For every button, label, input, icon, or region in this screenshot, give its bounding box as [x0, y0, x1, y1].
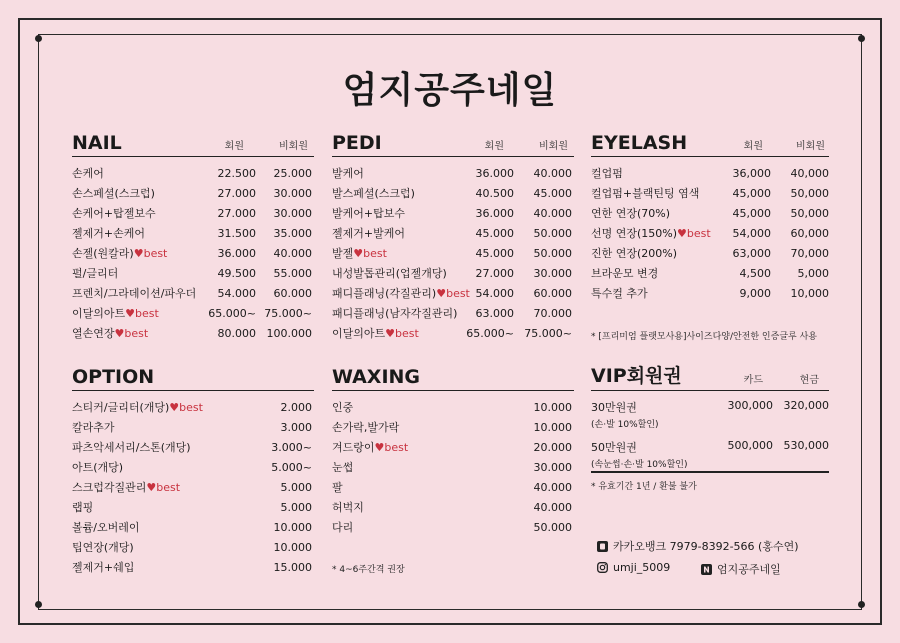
item-label: 랩핑	[72, 501, 94, 514]
price-row	[332, 184, 574, 204]
price-row	[332, 304, 574, 324]
member-price: 40.500	[475, 187, 514, 200]
cash-column-header: 현금	[799, 375, 819, 386]
price-row	[332, 478, 574, 498]
price-row	[72, 244, 314, 264]
item-label: 발케어	[332, 167, 364, 180]
section-title: WAXING	[332, 366, 421, 388]
price-row	[72, 304, 314, 324]
vip-discount: (속눈썹·손·발 10%할인)	[591, 460, 688, 470]
price-row	[72, 204, 314, 224]
price-row	[72, 418, 314, 438]
member-price: 45,000	[732, 187, 771, 200]
nonmember-price: 50,000	[790, 187, 829, 200]
nonmember-price: 60.000	[273, 287, 312, 300]
price: 3.000~	[271, 441, 312, 454]
item-label: 손젤(원칼라)	[72, 247, 134, 260]
cash-price: 320,000	[783, 399, 829, 412]
item-label: 손케어+탑젤보수	[72, 207, 156, 220]
waxing-section	[332, 366, 574, 538]
price-row	[332, 244, 574, 264]
item-label: 허벅지	[332, 501, 364, 514]
item-name	[72, 498, 93, 518]
item-label: 칼라추가	[72, 421, 115, 434]
best-badge: ♥best	[385, 327, 419, 340]
price-row	[72, 478, 314, 498]
member-price: 36.000	[475, 167, 514, 180]
member-price: 49.500	[217, 267, 256, 280]
price: 3.000	[280, 421, 312, 434]
price: 20.000	[533, 441, 572, 454]
nonmember-price: 40,000	[790, 167, 829, 180]
price-row	[591, 264, 829, 284]
price: 5.000~	[271, 461, 312, 474]
section-header	[591, 132, 829, 157]
nonmember-price: 50.000	[533, 227, 572, 240]
kakaobank-icon	[597, 541, 608, 552]
pedi-section	[332, 132, 574, 344]
item-name	[72, 518, 139, 538]
member-price: 22.500	[217, 167, 256, 180]
nonmember-price: 10,000	[790, 287, 829, 300]
price: 10.000	[273, 541, 312, 554]
price-row	[72, 538, 314, 558]
nonmember-price: 60.000	[533, 287, 572, 300]
price: 30.000	[533, 461, 572, 474]
member-column-header: 회원	[484, 141, 504, 152]
bank-info	[597, 538, 799, 554]
vip-name: 50만원권	[591, 441, 637, 454]
nonmember-price: 70.000	[533, 307, 572, 320]
item-name	[332, 264, 447, 284]
section-header	[72, 132, 314, 157]
best-badge: ♥best	[114, 327, 149, 340]
item-name	[591, 284, 648, 304]
member-price: 27.000	[217, 207, 256, 220]
nonmember-price: 30.000	[533, 267, 572, 280]
item-name	[332, 498, 364, 518]
item-label: 팔	[332, 481, 343, 494]
item-name	[72, 558, 134, 578]
price: 40.000	[533, 501, 572, 514]
member-price: 27.000	[217, 187, 256, 200]
item-name	[332, 164, 364, 184]
member-price: 31.500	[217, 227, 256, 240]
item-label: 컬업펌	[591, 167, 623, 180]
item-label: 팁연장(개당)	[72, 541, 134, 554]
price-row	[332, 284, 574, 304]
price-row	[591, 184, 829, 204]
item-name	[591, 244, 677, 264]
item-name	[72, 224, 145, 244]
item-name	[591, 264, 658, 284]
best-badge: ♥best	[436, 287, 470, 300]
vip-section	[591, 366, 829, 476]
vip-note: * 유효기간 1년 / 환불 불가	[591, 482, 697, 492]
nonmember-price: 40.000	[533, 207, 572, 220]
item-name	[72, 264, 118, 284]
item-name	[591, 164, 623, 184]
price-row	[332, 324, 574, 344]
price-row	[332, 438, 574, 458]
item-name	[332, 204, 405, 224]
section-title: EYELASH	[591, 132, 688, 154]
price-row	[72, 458, 314, 478]
item-label: 패디플래닝(남자각질관리)	[332, 307, 458, 320]
item-name	[72, 304, 159, 324]
item-label: 내성발톱관리(업젤개당)	[332, 267, 447, 280]
item-name	[72, 418, 115, 438]
section-title: OPTION	[72, 366, 155, 388]
item-name	[332, 224, 405, 244]
price-row	[332, 398, 574, 418]
section-title: NAIL	[72, 132, 122, 154]
corner-dot	[858, 35, 865, 42]
item-name	[332, 324, 419, 344]
price-row	[591, 224, 829, 244]
vip-row	[591, 396, 829, 436]
best-badge: ♥best	[125, 307, 159, 320]
eyelash-section	[591, 132, 829, 304]
best-badge: ♥best	[353, 247, 387, 260]
member-column-header: 회원	[743, 141, 763, 152]
item-label: 펄/글리터	[72, 267, 119, 280]
member-price: 4,500	[739, 267, 771, 280]
nonmember-price: 60,000	[790, 227, 829, 240]
price-row	[332, 518, 574, 538]
nonmember-column-header: 비회원	[279, 141, 308, 152]
member-price: 54.000	[475, 287, 514, 300]
nonmember-price: 55.000	[273, 267, 312, 280]
price-row	[72, 558, 314, 578]
instagram-icon	[597, 562, 608, 573]
member-price: 54.000	[217, 287, 256, 300]
nonmember-price: 100.000	[266, 327, 312, 340]
item-label: 손케어	[72, 167, 104, 180]
member-price: 9,000	[739, 287, 771, 300]
member-price: 45,000	[732, 207, 771, 220]
nonmember-price: 50,000	[790, 207, 829, 220]
section-header	[591, 366, 829, 391]
price-row	[72, 284, 314, 304]
item-label: 눈썹	[332, 461, 354, 474]
member-price: 45.000	[475, 247, 514, 260]
nonmember-price: 30.000	[273, 187, 312, 200]
best-badge: ♥best	[133, 247, 168, 260]
item-name	[332, 398, 353, 418]
item-label: 파츠악세서리/스톤(개당)	[72, 441, 191, 454]
price-row	[332, 458, 574, 478]
item-name	[72, 458, 123, 478]
price: 15.000	[273, 561, 312, 574]
best-badge: ♥best	[374, 441, 409, 454]
price-row	[332, 204, 574, 224]
instagram-info	[597, 561, 670, 574]
item-name	[72, 478, 180, 498]
waxing-note: * 4~6주간격 권장	[332, 565, 405, 575]
price: 40.000	[533, 481, 572, 494]
price-row	[72, 224, 314, 244]
item-label: 손가락,발가락	[332, 421, 400, 434]
corner-dot	[858, 601, 865, 608]
option-section	[72, 366, 314, 578]
nonmember-column-header: 비회원	[539, 141, 568, 152]
item-label: 브라운모 변경	[591, 267, 659, 280]
price-row	[591, 204, 829, 224]
nonmember-price: 40.000	[273, 247, 312, 260]
section-title: VIP회원권	[591, 365, 682, 387]
nail-section	[72, 132, 314, 344]
section-header	[332, 366, 574, 391]
price-row	[72, 438, 314, 458]
price: 10.000	[533, 421, 572, 434]
item-label: 인중	[332, 401, 354, 414]
corner-dot	[35, 601, 42, 608]
item-name	[72, 184, 155, 204]
instagram-handle: umji_5009	[613, 561, 671, 574]
item-label: 겨드랑이	[332, 441, 375, 454]
price-row	[72, 518, 314, 538]
price: 50.000	[533, 521, 572, 534]
item-name	[72, 438, 191, 458]
item-name	[72, 324, 148, 344]
item-label: 이달의아트	[332, 327, 386, 340]
card-price: 300,000	[727, 399, 773, 412]
price-row	[332, 164, 574, 184]
nonmember-price: 30.000	[273, 207, 312, 220]
item-name	[72, 284, 196, 304]
member-price: 80.000	[217, 327, 256, 340]
item-label: 손스페셜(스크럽)	[72, 187, 155, 200]
item-label: 젤제거+손케어	[72, 227, 145, 240]
item-label: 발젤	[332, 247, 354, 260]
item-name	[72, 164, 104, 184]
best-badge: ♥best	[146, 481, 181, 494]
member-price: 63,000	[732, 247, 771, 260]
member-price: 45.000	[475, 227, 514, 240]
nonmember-price: 75.000~	[264, 307, 312, 320]
item-label: 발스페셜(스크럽)	[332, 187, 415, 200]
item-name	[332, 418, 399, 438]
price-row	[72, 184, 314, 204]
naver-store-name: 엄지공주네일	[717, 563, 781, 576]
item-name	[332, 244, 387, 264]
item-label: 발케어+탑보수	[332, 207, 405, 220]
price: 5.000	[280, 481, 312, 494]
item-name	[591, 204, 670, 224]
card-price: 500,000	[727, 439, 773, 452]
price-row	[591, 164, 829, 184]
page-title: 엄지공주네일	[342, 70, 558, 111]
member-price: 63.000	[475, 307, 514, 320]
nonmember-price: 70,000	[790, 247, 829, 260]
naver-icon	[701, 564, 712, 575]
section-title: PEDI	[332, 132, 382, 154]
member-price: 27.000	[475, 267, 514, 280]
item-name	[72, 538, 134, 558]
item-label: 진한 연장(200%)	[591, 247, 678, 260]
member-price: 36.000	[475, 207, 514, 220]
section-header	[72, 366, 314, 391]
item-name	[332, 518, 353, 538]
best-badge: ♥best	[677, 227, 711, 240]
member-column-header: 회원	[224, 141, 244, 152]
price-row	[332, 224, 574, 244]
item-label: 프렌치/그라데이션/파우더	[72, 287, 197, 300]
item-name	[332, 458, 353, 478]
eyelash-note: * [프리미엄 플랫모사용]사이즈다양/안전한 인증글루 사용	[591, 332, 817, 342]
nonmember-column-header: 비회원	[796, 141, 825, 152]
price-row	[332, 264, 574, 284]
item-name	[72, 204, 156, 224]
item-label: 아트(개당)	[72, 461, 124, 474]
section-header	[332, 132, 574, 157]
price: 5.000	[280, 501, 312, 514]
member-price: 36,000	[732, 167, 771, 180]
card-column-header: 카드	[743, 375, 763, 386]
item-label: 젤제거+발케어	[332, 227, 405, 240]
member-price: 36.000	[217, 247, 256, 260]
nonmember-price: 50.000	[533, 247, 572, 260]
member-price: 65.000~	[466, 327, 514, 340]
item-name	[332, 304, 457, 324]
item-name	[332, 438, 408, 458]
item-name	[332, 184, 415, 204]
vip-row	[591, 436, 829, 476]
nonmember-price: 25.000	[273, 167, 312, 180]
price-row	[72, 164, 314, 184]
price-row	[332, 498, 574, 518]
item-label: 젤제거+쉐입	[72, 561, 135, 574]
item-label: 볼륨/오버레이	[72, 521, 140, 534]
price-row	[72, 398, 314, 418]
item-label: 선명 연장(150%)	[591, 227, 678, 240]
nonmember-price: 45.000	[533, 187, 572, 200]
price-row	[591, 244, 829, 264]
item-name	[591, 184, 699, 204]
price: 2.000	[280, 401, 312, 414]
item-name	[72, 398, 203, 418]
item-name	[332, 284, 470, 304]
item-label: 패디플래닝(각질관리)	[332, 287, 437, 300]
item-label: 스크럽각질관리	[72, 481, 147, 494]
naver-info	[701, 561, 781, 577]
price: 10.000	[533, 401, 572, 414]
nonmember-price: 35.000	[273, 227, 312, 240]
item-label: 열손연장	[72, 327, 115, 340]
nonmember-price: 40.000	[533, 167, 572, 180]
vip-name: 30만원권	[591, 401, 637, 414]
item-label: 스티커/글리터(개당)	[72, 401, 170, 414]
item-label: 이달의아트	[72, 307, 126, 320]
price-row	[72, 264, 314, 284]
member-price: 65.000~	[208, 307, 256, 320]
price-row	[72, 498, 314, 518]
item-label: 연한 연장(70%)	[591, 207, 671, 220]
price-row	[591, 284, 829, 304]
vip-discount: (손·발 10%할인)	[591, 420, 659, 430]
item-label: 특수컬 추가	[591, 287, 648, 300]
cash-price: 530,000	[783, 439, 829, 452]
vip-divider	[591, 471, 829, 473]
price: 10.000	[273, 521, 312, 534]
bank-account-text: 카카오뱅크 7979-8392-566 (홍수연)	[613, 540, 799, 553]
price-row	[332, 418, 574, 438]
item-name	[591, 224, 711, 244]
price-row	[72, 324, 314, 344]
member-price: 54,000	[732, 227, 771, 240]
item-name	[332, 478, 343, 498]
nonmember-price: 75.000~	[524, 327, 572, 340]
item-label: 컬업펌+블랙틴팅 염색	[591, 187, 700, 200]
item-label: 다리	[332, 521, 354, 534]
item-name	[72, 244, 167, 264]
corner-dot	[35, 35, 42, 42]
nonmember-price: 5,000	[797, 267, 829, 280]
best-badge: ♥best	[169, 401, 203, 414]
